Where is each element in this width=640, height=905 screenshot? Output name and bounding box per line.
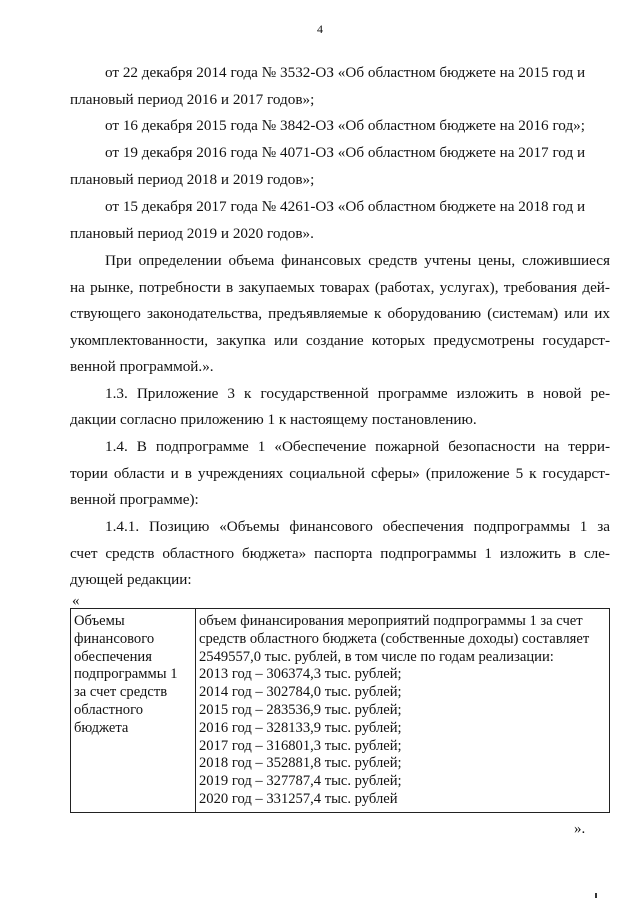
label-cell [71,609,196,813]
value-line: 2549557,0 тыс. рублей, в том числе по годам реализации: [199,648,554,665]
label-line: финансового [74,630,155,647]
quote-close-mark: ». [574,821,586,837]
label-line: бюджета [74,719,129,736]
table-row [71,609,610,813]
law-line: от 19 декабря 2016 года № 4071-ОЗ «Об областном бюджете на 2017 год и [105,144,586,161]
passport-table [70,608,610,813]
value-cell [196,609,610,813]
label-line: обеспечения [74,648,152,665]
item-1-4-1-line: 1.4.1. Позицию «Объемы финансового обеспечения подпрограммы 1 за [105,518,610,535]
item-1-4-line: венной программе): [70,491,199,508]
value-line: 2013 год – 306374,3 тыс. рублей; [199,666,402,683]
value-line: 2017 год – 316801,3 тыс. рублей; [199,737,402,754]
paragraph-line: на рынке, потребности в закупаемых товарах (работах, услугах), требования дей- [70,279,610,296]
item-1-4-1-line: счет средств областного бюджета» паспорта подпрограммы 1 изложить в сле- [70,545,610,562]
page-number: 4 [317,22,323,36]
law-line: от 15 декабря 2017 года № 4261-ОЗ «Об областном бюджете на 2018 год и [105,198,586,215]
item-1-4-line: 1.4. В подпрограмме 1 «Обеспечение пожарной безопасности на терри- [105,438,610,455]
label-line: Объемы [74,613,125,629]
label-line: подпрограммы 1 [74,666,178,683]
item-1-3-line: дакции согласно приложению 1 к настоящему постановлению. [70,411,477,428]
value-line: объем финансирования мероприятий подпрограммы 1 за счет [199,613,583,629]
value-line: 2014 год – 302784,0 тыс. рублей; [199,684,402,701]
paragraph-line: ствующего законодательства, предъявляемые к оборудованию (системам) или их [70,305,610,322]
quote-open-mark: « [72,593,80,609]
value-line: средств областного бюджета (собственные доходы) составляет [199,630,590,647]
scan-edge-mark [595,893,597,898]
paragraph-line: укомплектованности, закупка или создание которых предусмотрены государст- [70,332,610,349]
item-1-4-line: тории области и в учреждениях социальной сферы» (приложение 5 к государст- [70,465,610,482]
value-line: 2019 год – 327787,4 тыс. рублей; [199,773,402,790]
value-line: 2016 год – 328133,9 тыс. рублей; [199,719,402,736]
paragraph-line: венной программой.». [70,358,214,375]
law-line: от 22 декабря 2014 года № 3532-ОЗ «Об областном бюджете на 2015 год и [105,64,586,81]
law-line: плановый период 2018 и 2019 годов»; [70,171,315,188]
law-line: от 16 декабря 2015 года № 3842-ОЗ «Об областном бюджете на 2016 год»; [105,117,585,134]
value-line: 2020 год – 331257,4 тыс. рублей [199,790,398,807]
item-1-4-1-line: дующей редакции: [70,571,192,588]
label-line: областного [74,701,143,718]
item-1-3-line: 1.3. Приложение 3 к государственной программе изложить в новой ре- [105,385,610,402]
law-line: плановый период 2016 и 2017 годов»; [70,91,315,108]
value-line: 2018 год – 352881,8 тыс. рублей; [199,755,402,772]
paragraph-line: При определении объема финансовых средств учтены цены, сложившиеся [105,252,610,269]
law-line: плановый период 2019 и 2020 годов». [70,225,314,242]
label-line: за счет средств [74,684,168,701]
value-line: 2015 год – 283536,9 тыс. рублей; [199,701,402,718]
